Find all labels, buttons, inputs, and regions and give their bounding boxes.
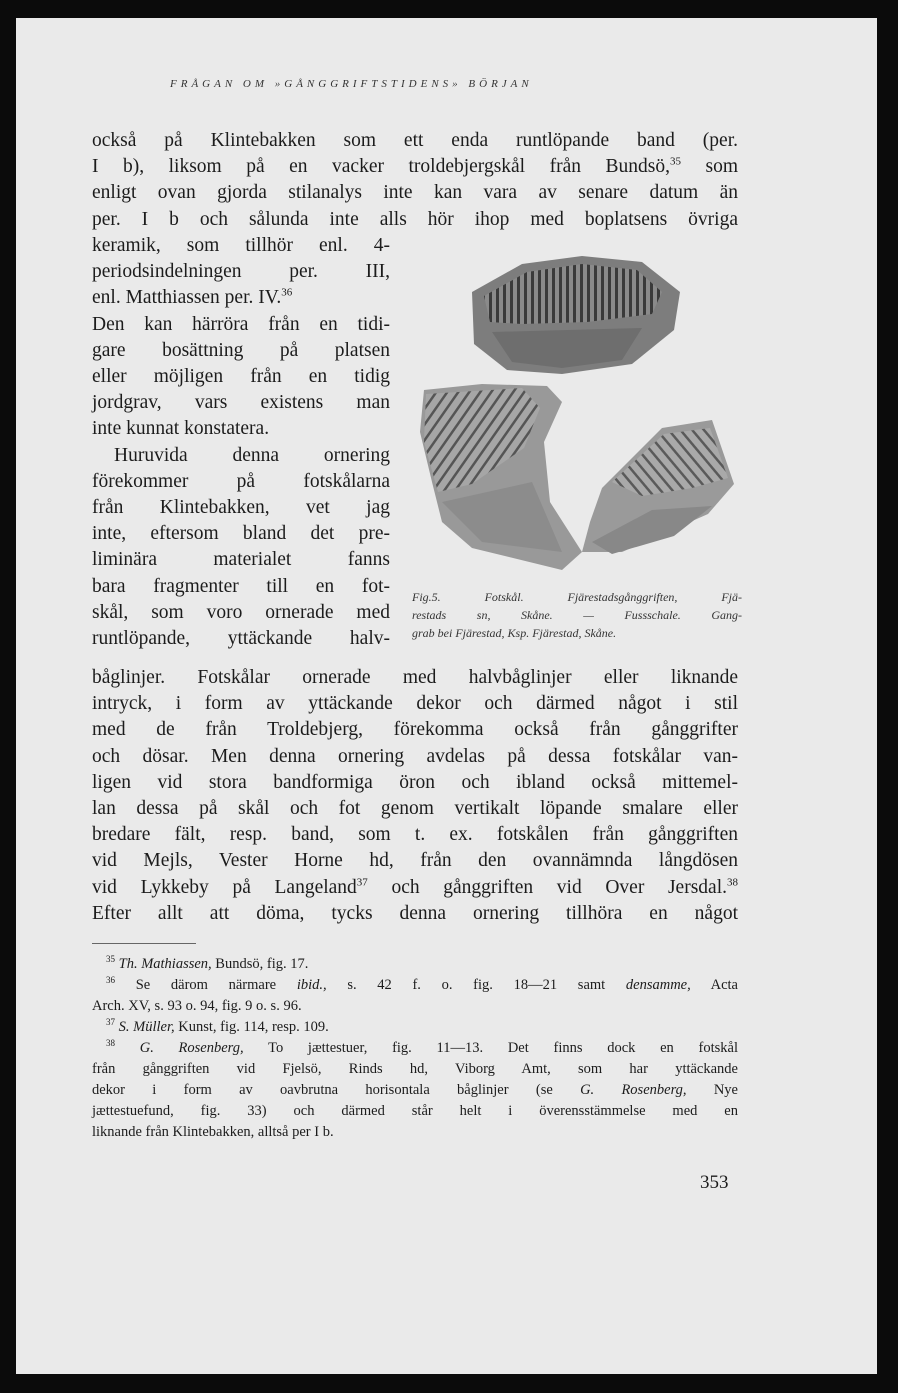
text-line: runtlöpande, yttäckande halv- <box>92 628 390 650</box>
body-column <box>92 233 390 652</box>
text-line: Huruvida denna ornering <box>114 444 390 466</box>
footnote-36: $^{36}$ Se därom närmare ibid., s. 42 f. o. fig. 18—21 samt densamme, Acta Arch. XV, s. 93 o. 94, fig. 9 o. s. 96. <box>92 975 738 1014</box>
text-line: vid Lykkeby på Langeland$^{37}$ och gånggriften vid Over Jersdal.$^{38}$ <box>92 876 738 898</box>
text-line: I b), liksom på en vacker troldebjergskål från Bundsö,$^{35}$ som <box>92 155 738 178</box>
text-line: bredare fält, resp. band, som t. ex. fotskålen från gånggriften <box>92 824 738 846</box>
figure-caption <box>412 588 742 642</box>
text-line: inte kunnat konstatera. <box>92 418 270 440</box>
text-line: enl. Matthiassen per. IV.$^{36}$ <box>92 286 293 309</box>
text-line: båglinjer. Fotskålar ornerade med halvbåglinjer eller liknande <box>92 667 738 688</box>
caption-line: Fig.5. Fotskål. Fjärestadsgånggriften, Fjä- <box>412 590 742 604</box>
text-line: förekommer på fotskålarna <box>92 470 390 492</box>
text-line: eller möjligen från en tidig <box>92 366 390 388</box>
body-top <box>92 128 738 233</box>
left-fragment <box>420 384 582 570</box>
text-line: skål, som voro ornerade med <box>92 601 390 623</box>
text-line: periodsindelningen per. III, <box>92 261 390 283</box>
caption-line: restads sn, Skåne. — Fusssсhale. Gang- <box>412 608 742 622</box>
footnote-divider <box>92 943 196 944</box>
text-line: bara fragmenter till en fot- <box>92 575 390 597</box>
text-line: keramik, som tillhör enl. 4- <box>92 235 390 256</box>
text-line: enligt ovan gjorda stilanalys inte kan vara av senare datum än <box>92 182 738 204</box>
upper-fragment <box>472 256 680 374</box>
text-line: Efter allt att döma, tycks denna ornering tillhöra en något <box>92 902 738 924</box>
footnote-38: $^{38}$ G. Rosenberg, To jættestuer, fig. 11—13. Det finns dock en fotskål från gånggriften vid Fjelsö, Rinds hd, Viborg Amt, som har yttäckande dekor i form av oavbrutna horisontala båglinjer (se G. Rosenberg, Nye jættestuefund, fig. 33) och därmed står helt i överensstämmelse med en liknande från Klintebakken, alltså per I b. <box>92 1038 738 1140</box>
page-number: 353 <box>700 1172 729 1193</box>
body-bottom <box>92 665 738 927</box>
text-line: från Klintebakken, vet jag <box>92 497 390 519</box>
footnotes <box>92 954 738 1143</box>
footnote-ref[interactable]: 35 <box>669 155 681 168</box>
running-header: FRÅGAN OM »GÅNGGRIFTSTIDENS» BÖRJAN <box>170 78 533 90</box>
text-line: Den kan härröra från en tidi- <box>92 313 390 335</box>
footnote-ref[interactable]: 37 <box>356 876 368 889</box>
text-line: lan dessa på skål och fot genom vertikalt löpande smalare eller <box>92 798 738 820</box>
pottery-fragments-figure <box>412 252 742 582</box>
footnote-ref[interactable]: 36 <box>281 286 293 299</box>
text-line: inte, eftersom bland det pre- <box>92 523 390 545</box>
text-line: intryck, i form av yttäckande dekor och därmed något i stil <box>92 693 738 715</box>
text-line: och dösar. Men denna ornering avdelas på dessa fotskålar van- <box>92 745 738 767</box>
right-fragment <box>582 420 734 554</box>
footnote-37: $^{37}$ S. Müller, Kunst, fig. 114, resp. 109. <box>106 1017 329 1035</box>
text-line: ligen vid stora bandformiga öron och ibland också mittemel- <box>92 771 738 793</box>
text-line: per. I b och sålunda inte alls hör ihop med boplatsens övriga <box>92 208 738 230</box>
text-line: vid Mejls, Vester Horne hd, från den ovannämnda långdösen <box>92 850 738 872</box>
footnote-ref[interactable]: 38 <box>727 876 738 889</box>
text-line: liminära materialet fanns <box>92 549 390 571</box>
footnote-35: $^{35}$ Th. Mathiassen, Bundsö, fig. 17. <box>106 954 309 972</box>
text-line: med de från Troldebjerg, förekomma också från gånggrifter <box>92 719 738 741</box>
text-line: gare bosättning på platsen <box>92 339 390 361</box>
caption-line: grab bei Fjärestad, Ksp. Fjärestad, Skåne. <box>412 626 617 640</box>
text-line: jordgrav, vars existens man <box>92 392 390 414</box>
text-line: också på Klintebakken som ett enda runtlöpande band (per. <box>92 130 738 151</box>
